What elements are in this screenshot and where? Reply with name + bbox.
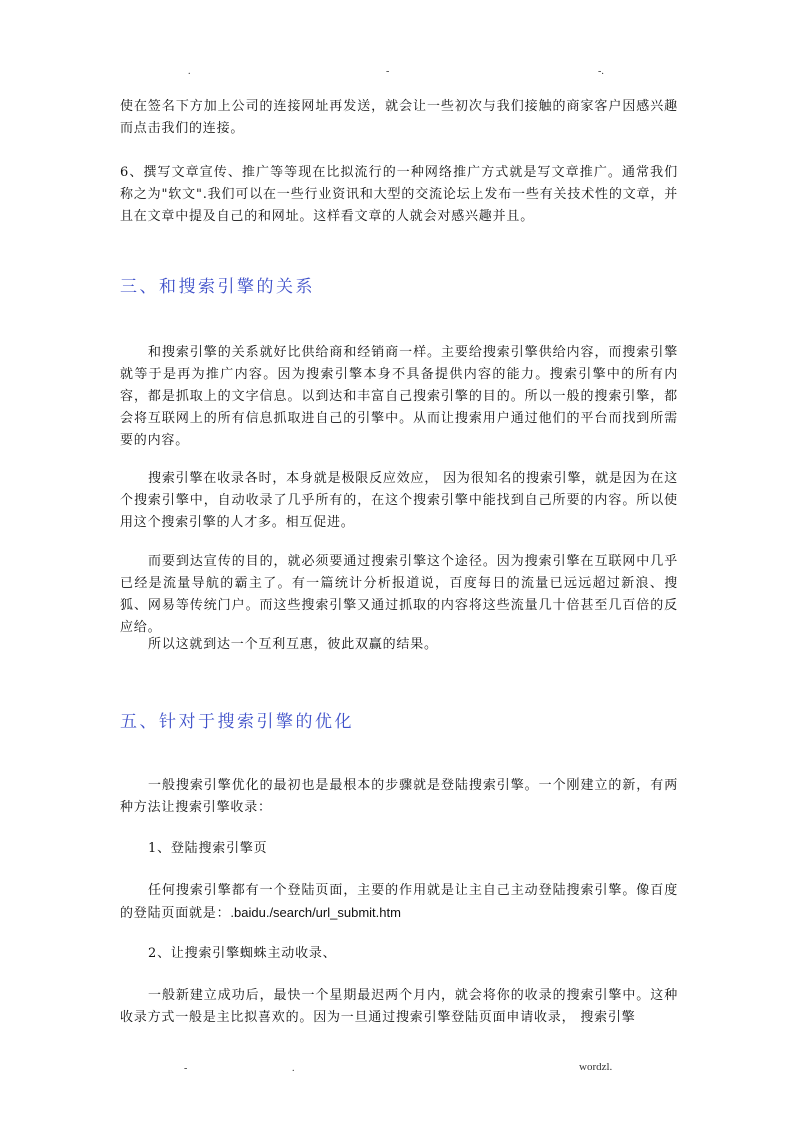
section-3-body-3 xyxy=(120,551,678,639)
section-5-body xyxy=(120,775,678,819)
continued-paragraph-block xyxy=(120,96,678,140)
section-3-body-4 xyxy=(120,634,678,656)
section-3-paragraph-3: 而要到达宣传的目的，就必须要通过搜索引擎这个途径。因为搜索引擎在互联网中几乎已经是流量导航的霸主了。有一篇统计分析报道说，百度每日的流量已远远超过新浪、搜狐、网易等传统门户。而这些搜索引擎又通过抓取的内容将这些流量几十倍甚至几百倍的反应给。 xyxy=(120,554,678,635)
header-mark-center: - xyxy=(386,66,390,77)
section-3-body-2 xyxy=(120,468,678,534)
section-5-item-1-block xyxy=(120,838,678,860)
section-5-paragraph-1: 一般搜索引擎优化的最初也是最根本的步骤就是登陆搜索引擎。一个刚建立的新，有两种方法让搜索引擎收录： xyxy=(120,778,678,815)
section-5-item-2: 2、让搜索引擎蜘蛛主动收录、 xyxy=(148,946,337,961)
section-3-paragraph-1: 和搜索引擎的关系就好比供给商和经销商一样。主要给搜索引擎供给内容，而搜索引擎就等于是再为推广内容。因为搜索引擎本身不具备提供内容的能力。搜索引擎中的所有内容，都是抓取上的文字信息。以到达和丰富自己搜索引擎的目的。所以一般的搜索引擎，都会将互联网上的所有信息抓取进自己的引擎中。从而让搜索用户通过他们的平台而找到所需要的内容。 xyxy=(120,345,678,448)
section-5-body-2 xyxy=(120,880,678,925)
section-5-paragraph-3: 一般新建立成功后，最快一个星期最迟两个月内，就会将你的收录的搜索引擎中。这种收录方式一般是主比拟喜欢的。因为一旦通过搜索引擎登陆页面申请收录， 搜索引擎 xyxy=(120,988,678,1025)
section-3-paragraph-2: 搜索引擎在收录各时，本身就是极限反应效应， 因为很知名的搜索引擎，就是因为在这个搜索引擎中，自动收录了几乎所有的，在这个搜索引擎中能找到自己所要的内容。所以使用这个搜索引擎的人才多。相互促进。 xyxy=(120,471,678,530)
section-5-heading: 五、针对于搜索引擎的优化 xyxy=(120,712,354,732)
footer-mark-left: - xyxy=(184,1063,188,1074)
footer-page-label: wordzl. xyxy=(579,1061,613,1073)
section-5-paragraph-2 xyxy=(120,880,678,925)
section-5-item-2-block xyxy=(120,943,678,965)
submit-url-text: .baidu./search/url_submit.htm xyxy=(230,905,401,920)
section-3-body xyxy=(120,342,678,452)
section-5-item-1: 1、登陆搜索引擎页 xyxy=(148,841,268,856)
item-6-block xyxy=(120,162,678,228)
header-mark-right: -. xyxy=(598,66,604,77)
footer-mark-center: . xyxy=(292,1063,295,1074)
section-3-heading: 三、和搜索引擎的关系 xyxy=(120,277,315,297)
section-3-paragraph-4: 所以这就到达一个互利互惠，彼此双赢的结果。 xyxy=(148,637,438,652)
continued-paragraph: 使在签名下方加上公司的连接网址再发送，就会让一些初次与我们接触的商家客户因感兴趣而点击我们的连接。 xyxy=(120,99,678,136)
section-5-body-3 xyxy=(120,985,678,1029)
header-mark-left: . xyxy=(188,66,191,77)
section-5-paragraph-2-text: 任何搜索引擎都有一个登陆页面，主要的作用就是让主自己主动登陆搜索引擎。像百度的登陆页面就是： xyxy=(120,883,678,921)
item-6-paragraph: 6、撰写文章宣传、推广等等现在比拟流行的一种网络推广方式就是写文章推广。通常我们称之为"软文".我们可以在一些行业资讯和大型的交流论坛上发布一些有关技术性的文章，并且在文章中提及自己的和网址。这样看文章的人就会对感兴趣并且。 xyxy=(120,165,678,224)
